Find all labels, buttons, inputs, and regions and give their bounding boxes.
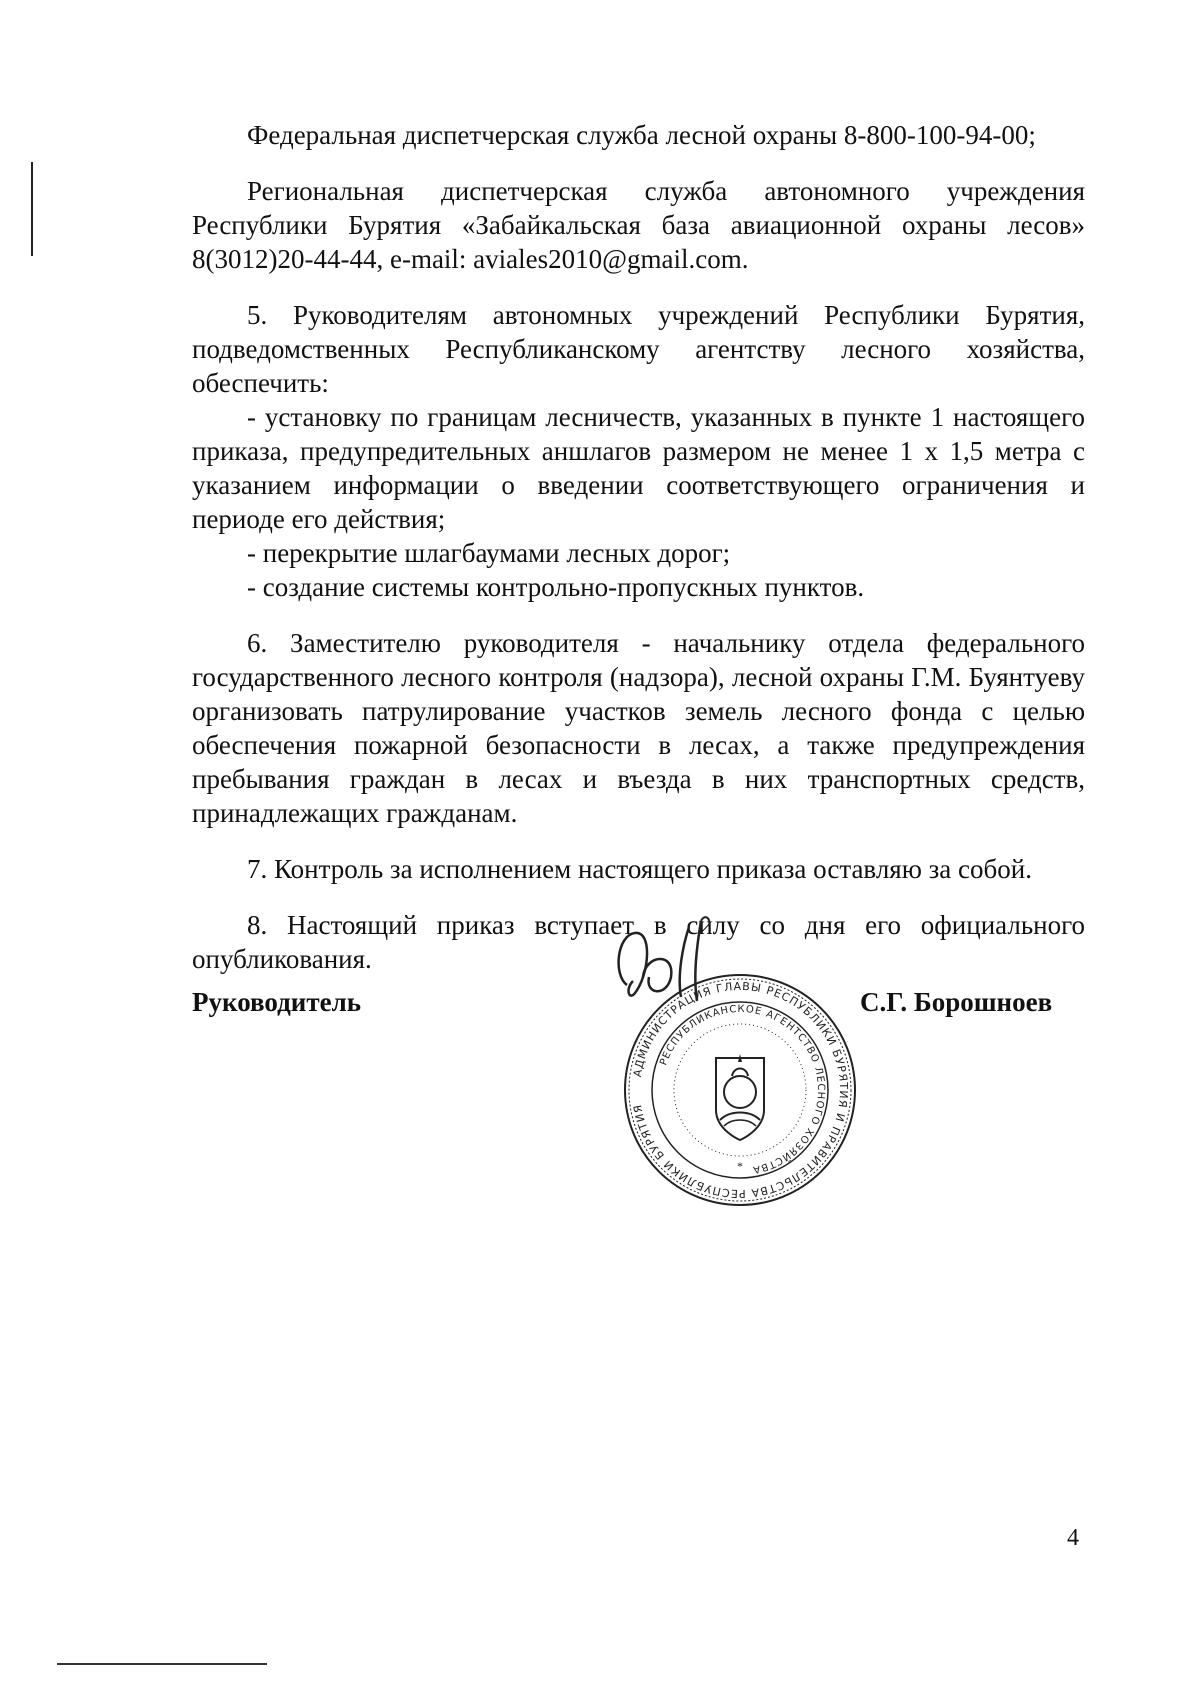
- official-stamp: [620, 970, 860, 1210]
- paragraph-federal-service: Федеральная диспетчерская служба лесной охраны 8-800-100-94-00;: [247, 120, 1036, 150]
- paragraph-regional-service: Региональная диспетчерская служба автономного учреждения Республики Бурятия «Забайкальская база авиационной охраны лесов» 8(3012)20-44-44, e-mail: aviales2010@gmail.com.: [192, 176, 1085, 274]
- signatory-name: С.Г. Борошноев: [860, 987, 1053, 1017]
- signatory-title: Руководитель: [192, 987, 362, 1017]
- list-item-signs: - установку по границам лесничеств, указанных в пункте 1 настоящего приказа, предупредительных аншлагов размером не менее 1 х 1,5 метра с указанием информации о введении соответствующего ограничения и периоде его действия;: [192, 402, 1085, 534]
- list-item-barriers: - перекрытие шлагбаумами лесных дорог;: [247, 538, 731, 568]
- svg-text:АДМИНИСТРАЦИЯ ГЛАВЫ РЕСПУБЛИКИ: АДМИНИСТРАЦИЯ ГЛАВЫ РЕСПУБЛИКИ БУРЯТИЯ И ПРАВИТЕЛЬСТВА РЕСПУБЛИКИ БУРЯТИЯ: [630, 979, 851, 1201]
- list-item-checkpoints: - создание системы контрольно-пропускных пунктов.: [247, 572, 865, 602]
- paragraph-item-5: 5. Руководителям автономных учреждений Республики Бурятия, подведомственных Республиканскому агентству лесного хозяйства, обеспечить:: [192, 300, 1085, 398]
- footer-line: [57, 1663, 267, 1665]
- svg-text:*: *: [737, 1159, 743, 1173]
- paragraph-item-7: 7. Контроль за исполнением настоящего приказа оставляю за собой.: [247, 854, 1032, 884]
- svg-text:РЕСПУБЛИКАНСКОЕ АГЕНТСТВО ЛЕСН: РЕСПУБЛИКАНСКОЕ АГЕНТСТВО ЛЕСНОГО ХОЗЯЙСТВА: [658, 1003, 827, 1176]
- paragraph-item-6: 6. Заместителю руководителя - начальнику отдела федерального государственного лесного контроля (надзора), лесной охраны Г.М. Буянтуеву организовать патрулирование участков земель лесного фонда с целью обеспечения пожарной безопасности в лесах, а также предупреждения пребывания граждан в лесах и въезда в них транспортных средств, принадлежащих гражданам.: [192, 628, 1085, 828]
- document-body: [192, 118, 1085, 976]
- margin-scan-line: [31, 162, 33, 256]
- paragraph-item-8: 8. Настоящий приказ вступает в силу со дня его официального опубликования.: [192, 910, 1085, 974]
- page-number: 4: [1067, 1525, 1079, 1551]
